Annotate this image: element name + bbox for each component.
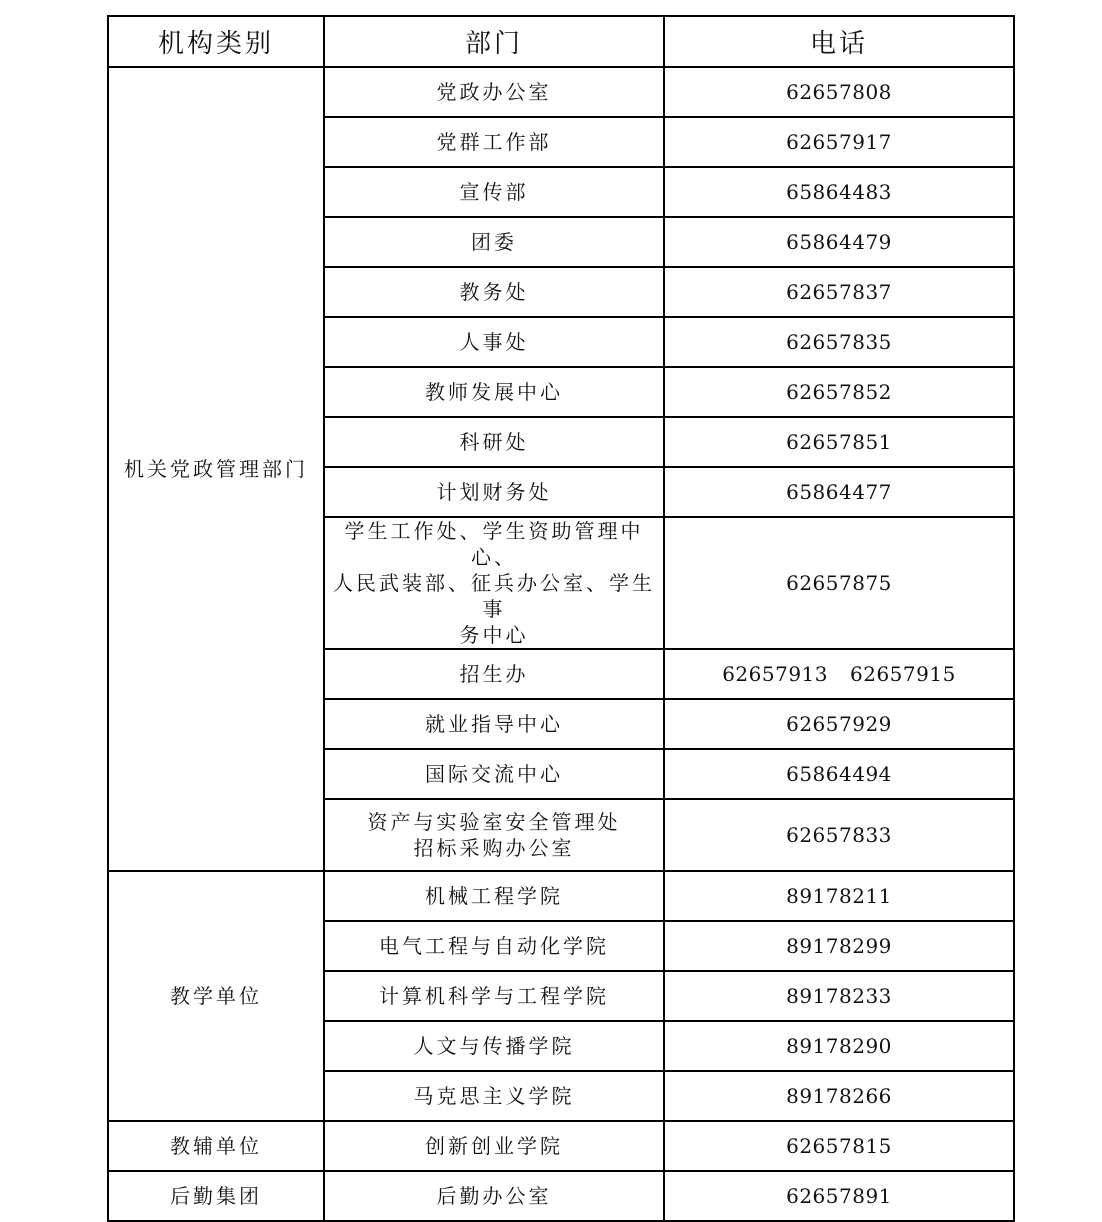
department-line: 学生工作处、学生资助管理中心、 xyxy=(344,519,644,569)
phone-cell: 65864477 xyxy=(664,467,1014,517)
department-cell: 马克思主义学院 xyxy=(324,1071,664,1121)
department-cell: 宣传部 xyxy=(324,167,664,217)
department-cell: 党群工作部 xyxy=(324,117,664,167)
phone-cell: 89178266 xyxy=(664,1071,1014,1121)
phone-cell: 89178290 xyxy=(664,1021,1014,1071)
department-cell: 团委 xyxy=(324,217,664,267)
department-cell: 计划财务处 xyxy=(324,467,664,517)
category-cell: 教辅单位 xyxy=(108,1121,324,1171)
phone-cell: 62657835 xyxy=(664,317,1014,367)
category-cell: 后勤集团 xyxy=(108,1171,324,1221)
department-cell: 人事处 xyxy=(324,317,664,367)
department-line: 人民武装部、征兵办公室、学生事 xyxy=(333,571,655,621)
header-category: 机构类别 xyxy=(108,16,324,67)
phone-cell: 62657851 xyxy=(664,417,1014,467)
header-department: 部门 xyxy=(324,16,664,67)
department-line: 资产与实验室安全管理处 xyxy=(367,810,621,834)
phone-cell xyxy=(664,649,1014,699)
table-row xyxy=(108,1121,1014,1171)
department-cell: 党政办公室 xyxy=(324,67,664,117)
phone-cell: 89178211 xyxy=(664,871,1014,921)
category-cell: 机关党政管理部门 xyxy=(108,67,324,871)
department-cell: 招生办 xyxy=(324,649,664,699)
category-cell: 教学单位 xyxy=(108,871,324,1121)
department-line: 务中心 xyxy=(459,623,529,647)
department-cell: 国际交流中心 xyxy=(324,749,664,799)
phone-cell: 65864483 xyxy=(664,167,1014,217)
department-cell: 机械工程学院 xyxy=(324,871,664,921)
phone-number: 62657915 xyxy=(850,662,956,686)
phone-cell: 62657891 xyxy=(664,1171,1014,1221)
phone-cell: 62657837 xyxy=(664,267,1014,317)
phone-cell: 65864494 xyxy=(664,749,1014,799)
phone-cell: 65864479 xyxy=(664,217,1014,267)
department-cell: 计算机科学与工程学院 xyxy=(324,971,664,1021)
phone-cell: 89178233 xyxy=(664,971,1014,1021)
phone-cell: 62657833 xyxy=(664,799,1014,871)
department-line: 招标采购办公室 xyxy=(413,836,575,860)
department-cell: 人文与传播学院 xyxy=(324,1021,664,1071)
department-cell: 后勤办公室 xyxy=(324,1171,664,1221)
phone-cell: 62657875 xyxy=(664,517,1014,649)
department-cell: 电气工程与自动化学院 xyxy=(324,921,664,971)
phone-directory-table xyxy=(107,15,1015,1222)
phone-cell: 62657815 xyxy=(664,1121,1014,1171)
header-phone: 电话 xyxy=(664,16,1014,67)
phone-cell: 62657808 xyxy=(664,67,1014,117)
department-cell xyxy=(324,799,664,871)
phone-cell: 89178299 xyxy=(664,921,1014,971)
department-cell xyxy=(324,517,664,649)
department-cell: 科研处 xyxy=(324,417,664,467)
phone-cell: 62657929 xyxy=(664,699,1014,749)
department-cell: 就业指导中心 xyxy=(324,699,664,749)
table-row xyxy=(108,1171,1014,1221)
department-cell: 创新创业学院 xyxy=(324,1121,664,1171)
table-header-row xyxy=(108,16,1014,67)
phone-cell: 62657917 xyxy=(664,117,1014,167)
department-cell: 教务处 xyxy=(324,267,664,317)
phone-cell: 62657852 xyxy=(664,367,1014,417)
table-row xyxy=(108,67,1014,117)
phone-number: 62657913 xyxy=(722,662,828,686)
table-row xyxy=(108,871,1014,921)
department-cell: 教师发展中心 xyxy=(324,367,664,417)
